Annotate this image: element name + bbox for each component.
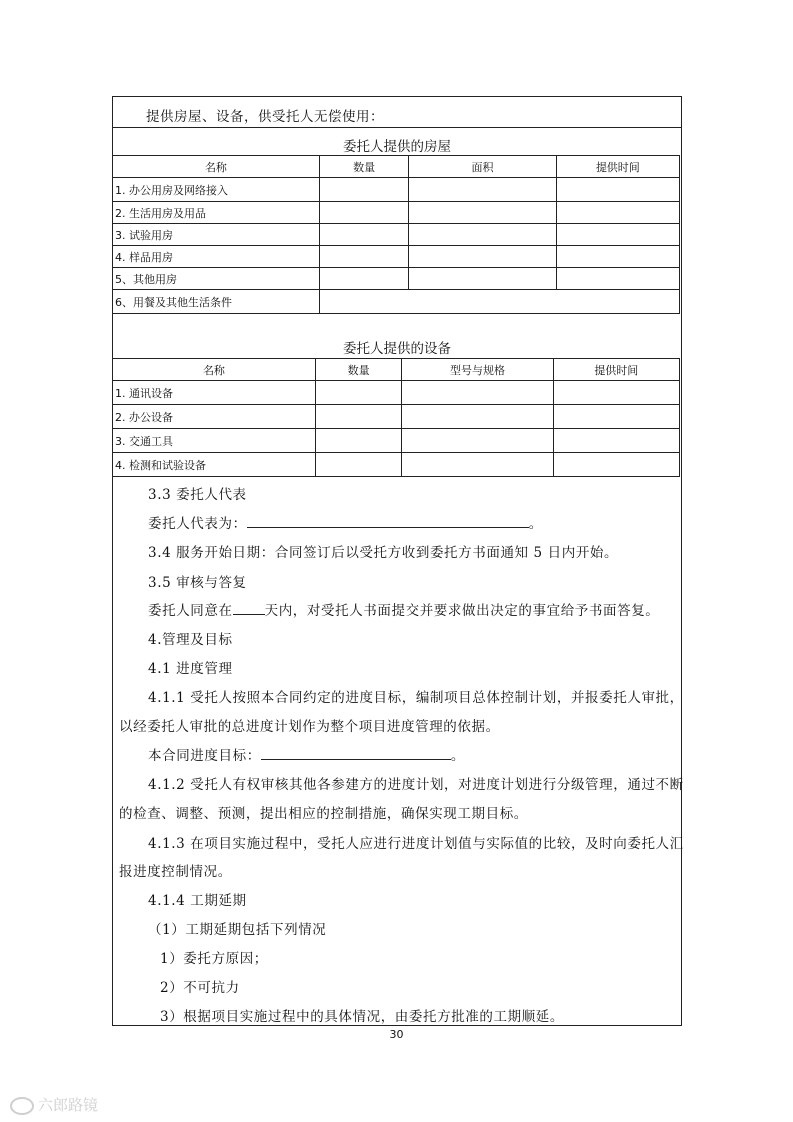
header-quantity: 数量 bbox=[315, 359, 402, 381]
header-name: 名称 bbox=[113, 156, 320, 178]
section-3-4: 3.4 服务开始日期：合同签订后以受托方收到委托方书面通知 5 日内开始。 bbox=[148, 545, 619, 561]
table-row bbox=[113, 381, 680, 405]
delay-subitem-1: 1）委托方原因； bbox=[160, 951, 268, 967]
table-row bbox=[113, 453, 680, 477]
equipment-table-header bbox=[113, 359, 680, 381]
document-frame bbox=[112, 96, 682, 1026]
divider bbox=[112, 127, 682, 128]
section-4-1-2-line1: 4.1.2 受托人有权审核其他各参建方的进度计划，对进度计划进行分级管理，通过不断 bbox=[148, 777, 684, 793]
watermark-logo-icon bbox=[10, 1097, 34, 1115]
table-row bbox=[113, 178, 680, 202]
table-row bbox=[113, 405, 680, 429]
delay-subitem-2: 2）不可抗力 bbox=[160, 980, 240, 996]
section-4-1-3-line2: 报进度控制情况。 bbox=[119, 864, 232, 880]
section-4-1-3-line1: 4.1.3 在项目实施过程中，受托人应进行进度计划值与实际值的比较，及时向委托人汇 bbox=[148, 836, 684, 852]
house-table-header bbox=[113, 156, 680, 178]
representative-line bbox=[148, 512, 543, 532]
header-quantity: 数量 bbox=[319, 156, 409, 178]
header-time: 提供时间 bbox=[556, 156, 679, 178]
row-label: 3. 试验用房 bbox=[113, 224, 320, 246]
header-model: 型号与规格 bbox=[402, 359, 553, 381]
row-label: 6、用餐及其他生活条件 bbox=[113, 290, 320, 314]
header-time: 提供时间 bbox=[553, 359, 679, 381]
header-area: 面积 bbox=[409, 156, 556, 178]
table-row bbox=[113, 224, 680, 246]
table-row bbox=[113, 246, 680, 268]
progress-goal-label: 本合同进度目标： bbox=[148, 748, 261, 764]
table-row bbox=[113, 202, 680, 224]
page-number: 30 bbox=[389, 1028, 404, 1041]
delay-item-1: （1）工期延期包括下列情况 bbox=[148, 922, 327, 938]
watermark-text: 六郎路镜 bbox=[38, 1096, 99, 1114]
table-row bbox=[113, 290, 680, 314]
table-row bbox=[113, 268, 680, 290]
section-4-1-2-line2: 的检查、调整、预测，提出相应的控制措施，确保实现工期目标。 bbox=[119, 806, 528, 822]
house-table-caption: 委托人提供的房屋 bbox=[343, 139, 451, 155]
header-name: 名称 bbox=[113, 359, 316, 381]
reply-days-blank bbox=[233, 600, 265, 615]
representative-end: 。 bbox=[528, 516, 543, 532]
row-label: 1. 办公用房及网络接入 bbox=[113, 178, 320, 202]
row-label: 3. 交通工具 bbox=[113, 429, 316, 453]
row-label: 4. 样品用房 bbox=[113, 246, 320, 268]
row-label: 1. 通讯设备 bbox=[113, 381, 316, 405]
progress-goal-end: 。 bbox=[450, 748, 465, 764]
section-4-1-1-line1: 4.1.1 受托人按照本合同约定的进度目标，编制项目总体控制计划，并报委托人审批， bbox=[148, 690, 684, 706]
progress-goal-blank bbox=[261, 745, 451, 760]
equipment-table-caption: 委托人提供的设备 bbox=[343, 341, 451, 357]
row-label: 2. 办公设备 bbox=[113, 405, 316, 429]
section-4-1: 4.1 进度管理 bbox=[148, 661, 233, 677]
section-4-1-1-line2: 以经委托人审批的总进度计划作为整个项目进度管理的依据。 bbox=[119, 719, 500, 735]
section-3-5: 3.5 审核与答复 bbox=[148, 575, 247, 591]
section-3-3: 3.3 委托人代表 bbox=[148, 487, 247, 503]
watermark bbox=[10, 1094, 98, 1115]
table-row bbox=[113, 429, 680, 453]
row-label: 4. 检测和试验设备 bbox=[113, 453, 316, 477]
progress-goal-line bbox=[148, 744, 465, 764]
representative-blank bbox=[247, 513, 529, 528]
delay-subitem-3: 3）根据项目实施过程中的具体情况，由委托方批准的工期顺延。 bbox=[160, 1009, 564, 1025]
row-label: 2. 生活用房及用品 bbox=[113, 202, 320, 224]
reply-days-line bbox=[148, 599, 659, 619]
equipment-table bbox=[112, 358, 680, 477]
house-table bbox=[112, 155, 680, 314]
intro-text: 提供房屋、设备，供受托人无偿使用： bbox=[146, 109, 384, 125]
reply-days-label: 委托人同意在 bbox=[148, 603, 233, 619]
row-label: 5、其他用房 bbox=[113, 268, 320, 290]
reply-days-rest: 天内，对受托人书面提交并要求做出决定的事宜给予书面答复。 bbox=[264, 603, 660, 619]
section-4: 4.管理及目标 bbox=[148, 632, 233, 648]
representative-label: 委托人代表为： bbox=[148, 516, 247, 532]
section-4-1-4: 4.1.4 工期延期 bbox=[148, 893, 247, 909]
